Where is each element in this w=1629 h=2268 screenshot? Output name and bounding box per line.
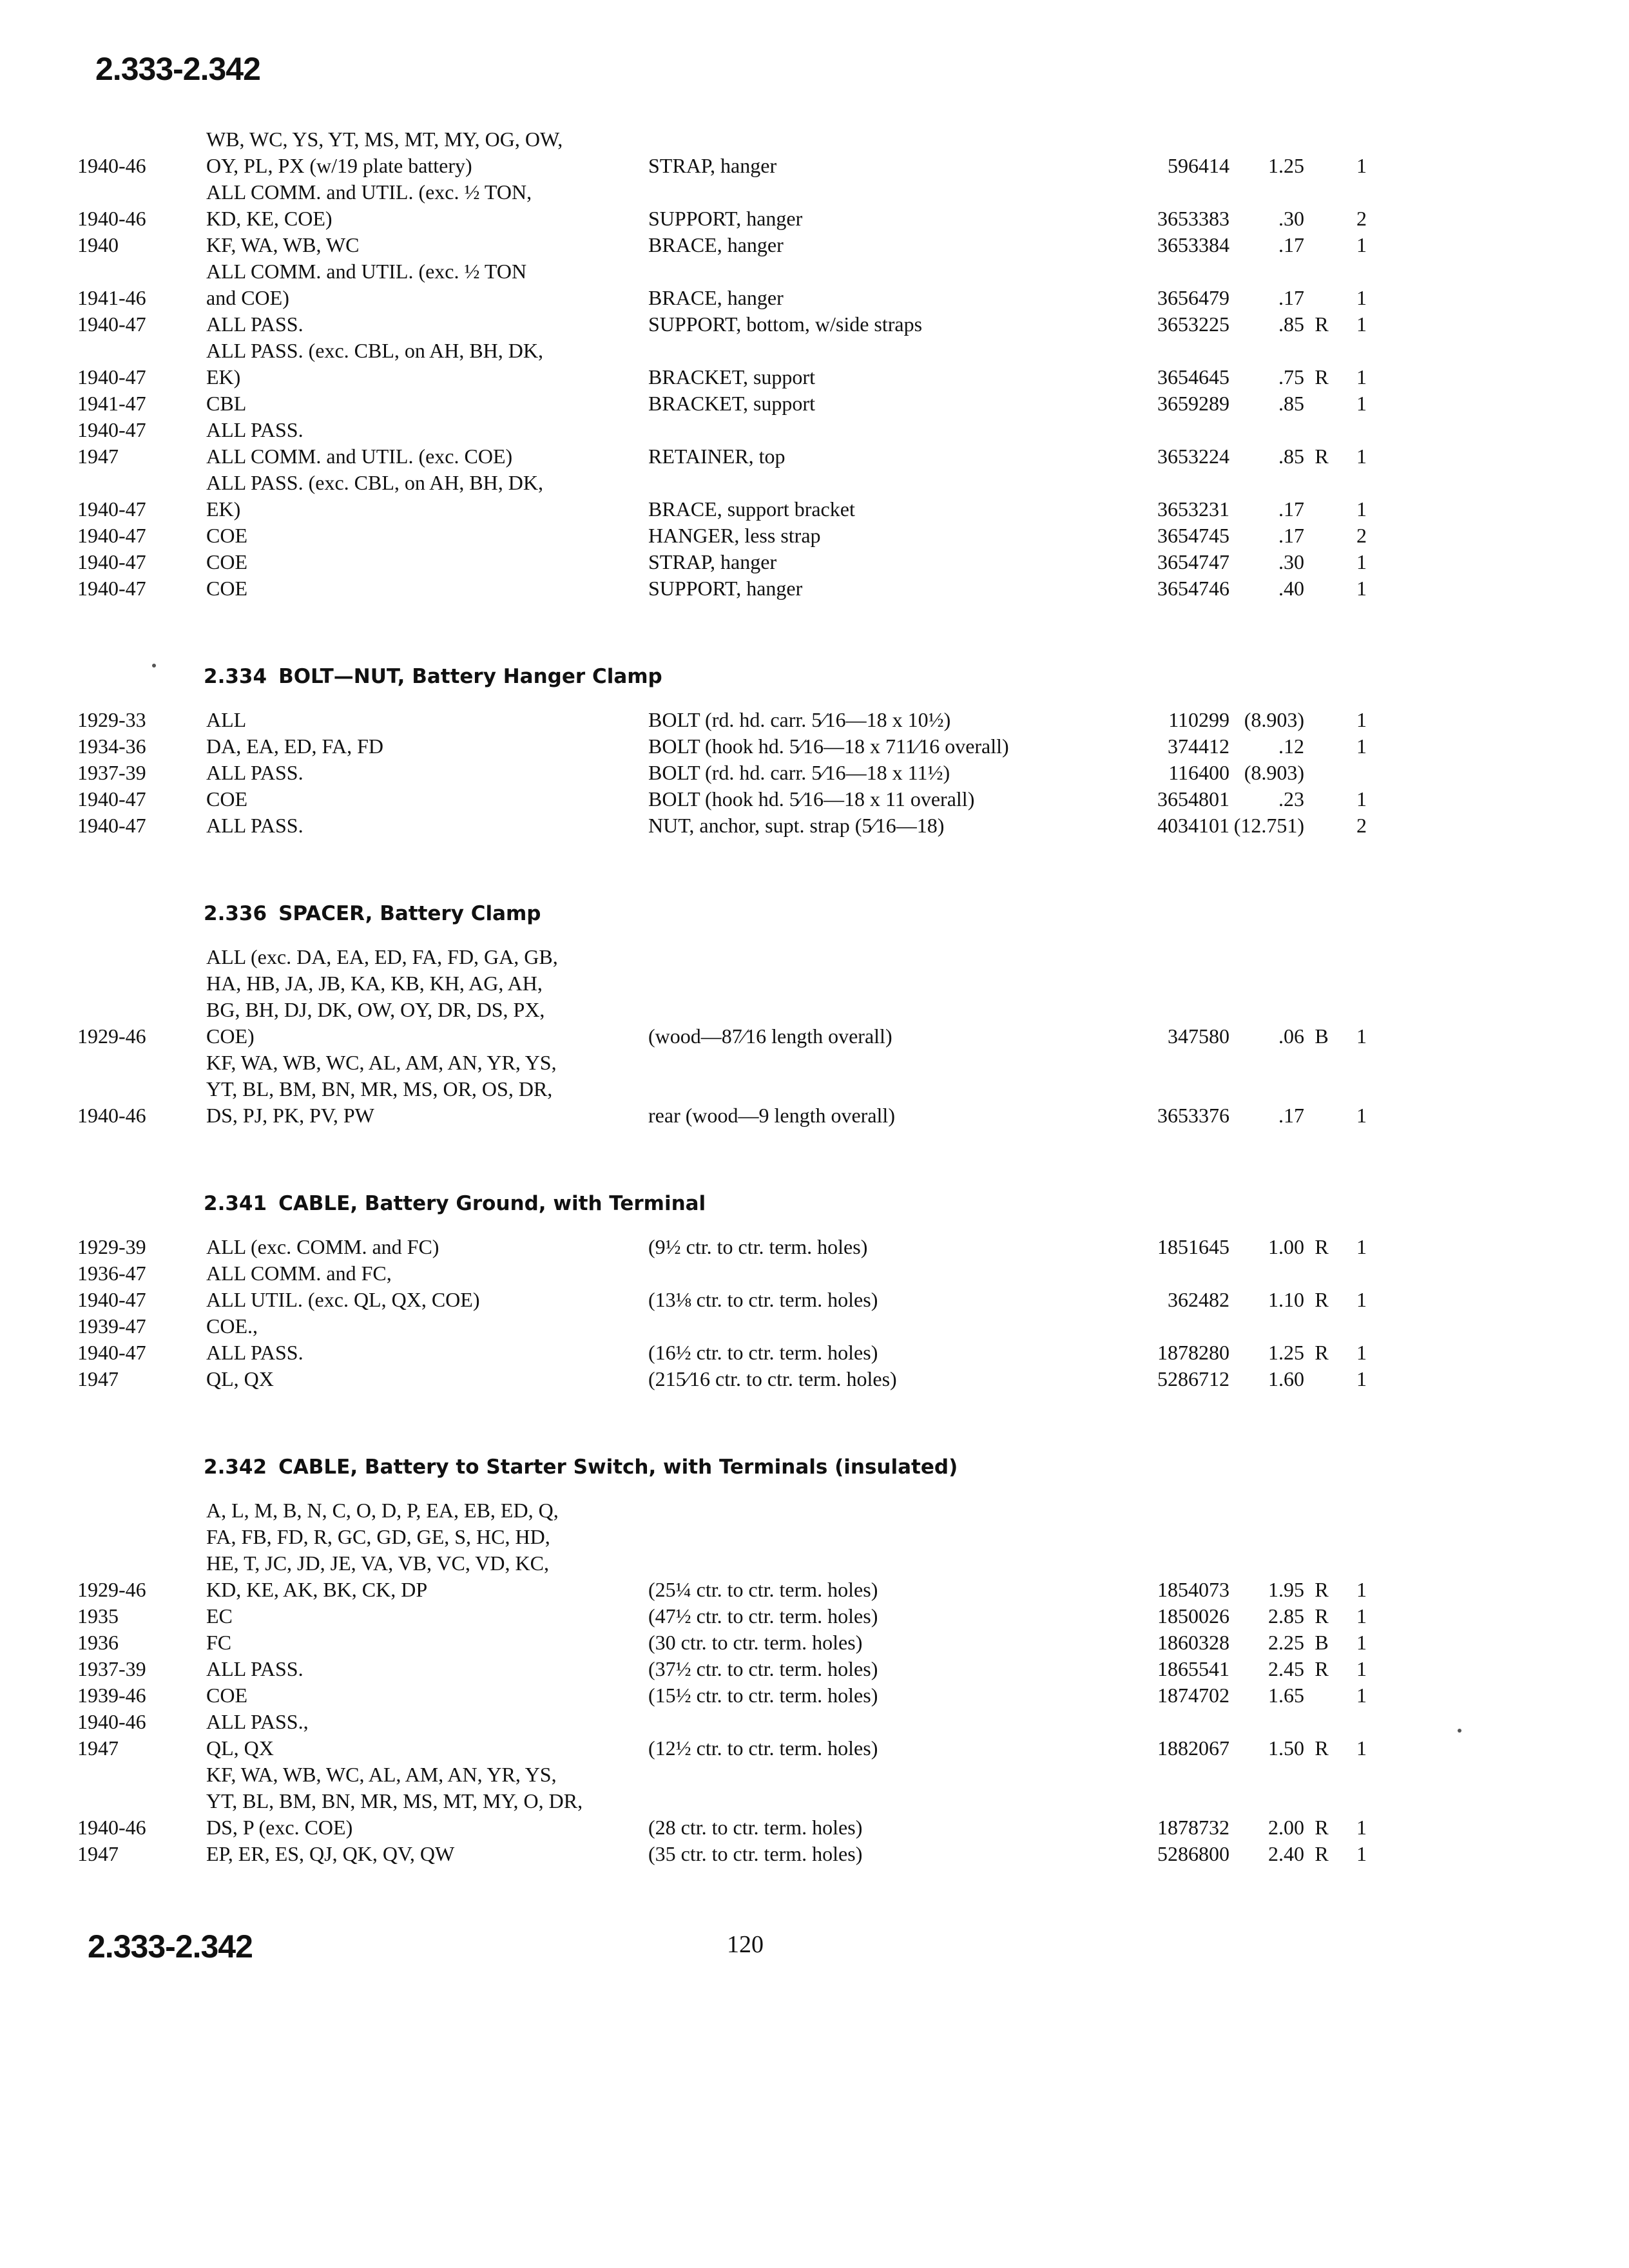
group-flag: R [1315, 1578, 1329, 1601]
list-price: .23 [1278, 787, 1304, 811]
catalog-section [77, 1191, 1463, 1392]
part-number: 1874702 [1157, 1684, 1229, 1707]
catalog-row [77, 258, 1463, 311]
year-range: 1940-46 [77, 1816, 146, 1839]
model-list: COE [206, 577, 247, 600]
list-price: .85 [1278, 445, 1304, 468]
model-list: ALL PASS. [206, 761, 304, 784]
list-price: .75 [1278, 365, 1304, 389]
part-number: 116400 [1168, 761, 1229, 784]
group-flag: R [1315, 312, 1329, 336]
list-price: 2.00 [1268, 1816, 1304, 1839]
model-list: ALL PASS. (exc. CBL, on AH, BH, DK, EK) [206, 471, 543, 521]
part-description: (37½ ctr. to ctr. term. holes) [648, 1657, 878, 1680]
part-description: BRACE, hanger [648, 233, 784, 256]
list-price: 1.95 [1268, 1578, 1304, 1601]
catalog-row [77, 1050, 1463, 1129]
year-range: 1940-47 [77, 787, 146, 811]
section-number: 2.334 [204, 665, 267, 688]
page-footer-code: 2.333-2.342 [88, 1928, 253, 1965]
part-number: 5286800 [1157, 1842, 1229, 1865]
quantity: 1 [1356, 1604, 1367, 1628]
year-range: 1940-47 [77, 524, 146, 547]
part-number: 3654746 [1157, 577, 1229, 600]
part-description: STRAP, hanger [648, 550, 777, 573]
catalog-row [77, 1287, 1463, 1313]
catalog-row [77, 1709, 1463, 1735]
catalog-row [77, 1234, 1463, 1260]
model-list: EC [206, 1604, 233, 1628]
year-range: 1940-47 [77, 312, 146, 336]
stray-dot-mark [152, 664, 156, 668]
model-list: DA, EA, ED, FA, FD [206, 735, 383, 758]
year-range: 1940-47 [77, 418, 146, 441]
year-range: 1940-47 [77, 550, 146, 573]
catalog-row [77, 390, 1463, 417]
list-price: (8.903) [1244, 761, 1304, 784]
year-range: 1940-47 [77, 1341, 146, 1364]
part-number: 1850026 [1157, 1604, 1229, 1628]
year-range: 1947 [77, 1367, 119, 1390]
part-description: (16½ ctr. to ctr. term. holes) [648, 1341, 878, 1364]
quantity: 1 [1356, 1816, 1367, 1839]
part-description: STRAP, hanger [648, 154, 777, 177]
part-number: 5286712 [1157, 1367, 1229, 1390]
part-description: BRACKET, support [648, 365, 815, 389]
quantity: 1 [1356, 1736, 1367, 1760]
part-description: BOLT (hook hd. 5⁄16—18 x 11 overall) [648, 787, 975, 811]
catalog-section [77, 126, 1463, 602]
list-price: 2.40 [1268, 1842, 1304, 1865]
year-range: 1935 [77, 1604, 119, 1628]
model-list: ALL COMM. and FC, [206, 1262, 392, 1285]
catalog-row [77, 1762, 1463, 1841]
part-description: BOLT (rd. hd. carr. 5⁄16—18 x 11½) [648, 761, 950, 784]
model-list: COE [206, 1684, 247, 1707]
model-list: ALL COMM. and UTIL. (exc. ½ TON, KD, KE, COE) [206, 180, 532, 230]
model-list: ALL COMM. and UTIL. (exc. COE) [206, 445, 513, 468]
catalog-row [77, 523, 1463, 549]
part-number: 3653224 [1157, 445, 1229, 468]
catalog-section [77, 664, 1463, 839]
catalog-row [77, 733, 1463, 760]
year-range: 1940 [77, 233, 119, 256]
catalog-row [77, 1313, 1463, 1340]
section-number: 2.336 [204, 902, 267, 925]
part-description: (25¼ ctr. to ctr. term. holes) [648, 1578, 878, 1601]
section-number: 2.341 [204, 1192, 267, 1215]
quantity: 2 [1356, 814, 1367, 837]
model-list: EP, ER, ES, QJ, QK, QV, QW [206, 1842, 455, 1865]
page-header-code: 2.333-2.342 [95, 51, 260, 87]
section-heading [204, 1454, 1463, 1481]
parts-catalog-content [77, 126, 1463, 1929]
list-price: 1.65 [1268, 1684, 1304, 1707]
part-description: SUPPORT, hanger [648, 577, 803, 600]
list-price: .40 [1278, 577, 1304, 600]
quantity: 1 [1356, 708, 1367, 731]
year-range: 1939-46 [77, 1684, 146, 1707]
catalog-section [77, 1454, 1463, 1867]
year-range: 1940-47 [77, 1288, 146, 1311]
part-number: 110299 [1168, 708, 1229, 731]
model-list: ALL COMM. and UTIL. (exc. ½ TON and COE) [206, 260, 527, 309]
catalog-row [77, 443, 1463, 470]
part-number: 1878732 [1157, 1816, 1229, 1839]
list-price: .30 [1278, 550, 1304, 573]
catalog-row [77, 126, 1463, 179]
catalog-row [77, 1841, 1463, 1867]
part-number: 1882067 [1157, 1736, 1229, 1760]
group-flag: R [1315, 1816, 1329, 1839]
year-range: 1940-46 [77, 1104, 146, 1127]
part-description: rear (wood—9 length overall) [648, 1104, 895, 1127]
part-description: RETAINER, top [648, 445, 786, 468]
group-flag: R [1315, 1657, 1329, 1680]
list-price: 1.00 [1268, 1235, 1304, 1258]
part-description: (9½ ctr. to ctr. term. holes) [648, 1235, 868, 1258]
year-range: 1940-46 [77, 207, 146, 230]
model-list: ALL PASS. [206, 1657, 304, 1680]
part-number: 3659289 [1157, 392, 1229, 415]
list-price: 1.25 [1268, 154, 1304, 177]
catalog-row [77, 944, 1463, 1050]
list-price: .85 [1278, 312, 1304, 336]
quantity: 1 [1356, 1578, 1367, 1601]
list-price: 2.85 [1268, 1604, 1304, 1628]
part-description: SUPPORT, hanger [648, 207, 803, 230]
list-price: .06 [1278, 1024, 1304, 1048]
group-flag: R [1315, 1604, 1329, 1628]
catalog-row [77, 311, 1463, 338]
part-number: 3653383 [1157, 207, 1229, 230]
list-price: .17 [1278, 233, 1304, 256]
group-flag: R [1315, 1288, 1329, 1311]
part-description: SUPPORT, bottom, w/side straps [648, 312, 923, 336]
part-number: 3654801 [1157, 787, 1229, 811]
quantity: 1 [1356, 1684, 1367, 1707]
model-list: WB, WC, YS, YT, MS, MT, MY, OG, OW, OY, PL, PX (w/19 plate battery) [206, 128, 563, 177]
quantity: 1 [1356, 312, 1367, 336]
year-range: 1937-39 [77, 1657, 146, 1680]
model-list: FC [206, 1631, 232, 1654]
model-list: COE [206, 787, 247, 811]
part-number: 3656479 [1157, 286, 1229, 309]
year-range: 1941-47 [77, 392, 146, 415]
group-flag: R [1315, 1736, 1329, 1760]
catalog-row [77, 417, 1463, 443]
quantity: 2 [1356, 524, 1367, 547]
quantity: 1 [1356, 1235, 1367, 1258]
quantity: 1 [1356, 286, 1367, 309]
model-list: KF, WA, WB, WC [206, 233, 360, 256]
model-list: ALL UTIL. (exc. QL, QX, COE) [206, 1288, 480, 1311]
list-price: .12 [1278, 735, 1304, 758]
list-price: .17 [1278, 497, 1304, 521]
part-description: HANGER, less strap [648, 524, 821, 547]
year-range: 1947 [77, 1736, 119, 1760]
list-price: 1.25 [1268, 1341, 1304, 1364]
part-description: (47½ ctr. to ctr. term. holes) [648, 1604, 878, 1628]
year-range: 1947 [77, 1842, 119, 1865]
year-range: 1929-46 [77, 1578, 146, 1601]
part-number: 3653225 [1157, 312, 1229, 336]
model-list: ALL (exc. COMM. and FC) [206, 1235, 439, 1258]
catalog-row [77, 470, 1463, 523]
model-list: ALL PASS. [206, 814, 304, 837]
part-number: 3653231 [1157, 497, 1229, 521]
part-description: NUT, anchor, supt. strap (5⁄16—18) [648, 814, 945, 837]
catalog-row [77, 1340, 1463, 1366]
quantity: 1 [1356, 497, 1367, 521]
group-flag: B [1315, 1631, 1329, 1654]
catalog-section [77, 901, 1463, 1129]
catalog-row [77, 232, 1463, 258]
model-list: ALL PASS. [206, 418, 304, 441]
year-range: 1937-39 [77, 761, 146, 784]
part-description: (13⅛ ctr. to ctr. term. holes) [648, 1288, 878, 1311]
list-price: 2.45 [1268, 1657, 1304, 1680]
quantity: 1 [1356, 1104, 1367, 1127]
catalog-row [77, 1603, 1463, 1629]
model-list: ALL (exc. DA, EA, ED, FA, FD, GA, GB, HA, HB, JA, JB, KA, KB, KH, AG, AH, BG, BH, DJ, DK, OW, OY, DR, DS, PX, COE) [206, 945, 558, 1048]
quantity: 1 [1356, 365, 1367, 389]
list-price: .30 [1278, 207, 1304, 230]
quantity: 1 [1356, 1341, 1367, 1364]
year-range: 1940-46 [77, 154, 146, 177]
year-range: 1936-47 [77, 1262, 146, 1285]
model-list: COE [206, 524, 247, 547]
part-description: (215⁄16 ctr. to ctr. term. holes) [648, 1367, 897, 1390]
quantity: 1 [1356, 445, 1367, 468]
year-range: 1934-36 [77, 735, 146, 758]
list-price: .85 [1278, 392, 1304, 415]
list-price: 1.10 [1268, 1288, 1304, 1311]
model-list: ALL PASS. (exc. CBL, on AH, BH, DK, EK) [206, 339, 543, 389]
part-number: 596414 [1168, 154, 1229, 177]
model-list: ALL PASS. [206, 1341, 304, 1364]
catalog-row [77, 1629, 1463, 1656]
model-list: ALL PASS. [206, 312, 304, 336]
model-list: ALL [206, 708, 247, 731]
list-price: (8.903) [1244, 708, 1304, 731]
model-list: A, L, M, B, N, C, O, D, P, EA, EB, ED, Q, FA, FB, FD, R, GC, GD, GE, S, HC, HD, HE, T, JC, JD, JE, VA, VB, VC, VD, KC, KD, KE, AK, BK, CK, DP [206, 1499, 559, 1601]
part-description: (12½ ctr. to ctr. term. holes) [648, 1736, 878, 1760]
model-list: QL, QX [206, 1736, 274, 1760]
year-range: 1939-47 [77, 1314, 146, 1338]
group-flag: R [1315, 1842, 1329, 1865]
part-description: BRACE, support bracket [648, 497, 855, 521]
stray-dot-mark [1458, 1729, 1461, 1733]
catalog-row [77, 812, 1463, 839]
catalog-row [77, 1735, 1463, 1762]
model-list: COE., [206, 1314, 258, 1338]
quantity: 1 [1356, 550, 1367, 573]
list-price: 1.60 [1268, 1367, 1304, 1390]
page-number: 120 [727, 1931, 764, 1958]
list-price: 1.50 [1268, 1736, 1304, 1760]
year-range: 1936 [77, 1631, 119, 1654]
section-title: SPACER, Battery Clamp [278, 902, 541, 925]
section-title: BOLT—NUT, Battery Hanger Clamp [278, 665, 662, 688]
quantity: 1 [1356, 233, 1367, 256]
catalog-row [77, 575, 1463, 602]
section-heading [204, 901, 1463, 927]
quantity: 1 [1356, 1631, 1367, 1654]
year-range: 1947 [77, 445, 119, 468]
section-title: CABLE, Battery to Starter Switch, with Terminals (insulated) [278, 1456, 958, 1479]
list-price: 2.25 [1268, 1631, 1304, 1654]
catalog-row [77, 1366, 1463, 1392]
part-number: 3653384 [1157, 233, 1229, 256]
list-price: .17 [1278, 524, 1304, 547]
list-price: (12.751) [1233, 814, 1304, 837]
model-list: KF, WA, WB, WC, AL, AM, AN, YR, YS, YT, BL, BM, BN, MR, MS, MT, MY, O, DR, DS, P (exc. COE) [206, 1763, 583, 1839]
quantity: 1 [1356, 1657, 1367, 1680]
catalog-row [77, 1497, 1463, 1603]
catalog-row [77, 338, 1463, 390]
catalog-row [77, 707, 1463, 733]
quantity: 1 [1356, 1024, 1367, 1048]
model-list: CBL [206, 392, 247, 415]
catalog-row [77, 1656, 1463, 1682]
catalog-row [77, 786, 1463, 812]
quantity: 1 [1356, 392, 1367, 415]
part-description: (wood—87⁄16 length overall) [648, 1024, 892, 1048]
catalog-row [77, 549, 1463, 575]
part-number: 4034101 [1157, 814, 1229, 837]
part-description: (30 ctr. to ctr. term. holes) [648, 1631, 863, 1654]
model-list: QL, QX [206, 1367, 274, 1390]
list-price: .17 [1278, 286, 1304, 309]
group-flag: R [1315, 445, 1329, 468]
part-description: (15½ ctr. to ctr. term. holes) [648, 1684, 878, 1707]
part-description: BOLT (rd. hd. carr. 5⁄16—18 x 10½) [648, 708, 951, 731]
model-list: COE [206, 550, 247, 573]
part-number: 3653376 [1157, 1104, 1229, 1127]
year-range: 1941-46 [77, 286, 146, 309]
quantity: 1 [1356, 735, 1367, 758]
year-range: 1929-46 [77, 1024, 146, 1048]
part-description: (35 ctr. to ctr. term. holes) [648, 1842, 863, 1865]
part-number: 1851645 [1157, 1235, 1229, 1258]
model-list: KF, WA, WB, WC, AL, AM, AN, YR, YS, YT, BL, BM, BN, MR, MS, OR, OS, DR, DS, PJ, PK, PV, PW [206, 1051, 557, 1127]
model-list: ALL PASS., [206, 1710, 309, 1733]
year-range: 1929-39 [77, 1235, 146, 1258]
catalog-row [77, 1682, 1463, 1709]
part-number: 347580 [1168, 1024, 1229, 1048]
part-description: BRACKET, support [648, 392, 815, 415]
quantity: 1 [1356, 577, 1367, 600]
year-range: 1940-47 [77, 577, 146, 600]
group-flag: R [1315, 1235, 1329, 1258]
group-flag: R [1315, 1341, 1329, 1364]
year-range: 1940-46 [77, 1710, 146, 1733]
list-price: .17 [1278, 1104, 1304, 1127]
section-heading [204, 1191, 1463, 1217]
catalog-row [77, 1260, 1463, 1287]
year-range: 1940-47 [77, 365, 146, 389]
group-flag: B [1315, 1024, 1329, 1048]
quantity: 1 [1356, 787, 1367, 811]
part-number: 1878280 [1157, 1341, 1229, 1364]
section-title: CABLE, Battery Ground, with Terminal [278, 1192, 706, 1215]
section-number: 2.342 [204, 1456, 267, 1479]
part-number: 362482 [1168, 1288, 1229, 1311]
part-number: 3654745 [1157, 524, 1229, 547]
part-description: BRACE, hanger [648, 286, 784, 309]
part-number: 1854073 [1157, 1578, 1229, 1601]
part-number: 1860328 [1157, 1631, 1229, 1654]
quantity: 2 [1356, 207, 1367, 230]
quantity: 1 [1356, 1288, 1367, 1311]
section-heading [204, 664, 1463, 690]
catalog-row [77, 179, 1463, 232]
year-range: 1940-47 [77, 814, 146, 837]
group-flag: R [1315, 365, 1329, 389]
year-range: 1929-33 [77, 708, 146, 731]
catalog-row [77, 760, 1463, 786]
year-range: 1940-47 [77, 497, 146, 521]
part-number: 374412 [1168, 735, 1229, 758]
part-number: 3654747 [1157, 550, 1229, 573]
quantity: 1 [1356, 1842, 1367, 1865]
part-description: BOLT (hook hd. 5⁄16—18 x 711⁄16 overall) [648, 735, 1009, 758]
quantity: 1 [1356, 154, 1367, 177]
part-number: 1865541 [1157, 1657, 1229, 1680]
part-number: 3654645 [1157, 365, 1229, 389]
quantity: 1 [1356, 1367, 1367, 1390]
part-description: (28 ctr. to ctr. term. holes) [648, 1816, 863, 1839]
